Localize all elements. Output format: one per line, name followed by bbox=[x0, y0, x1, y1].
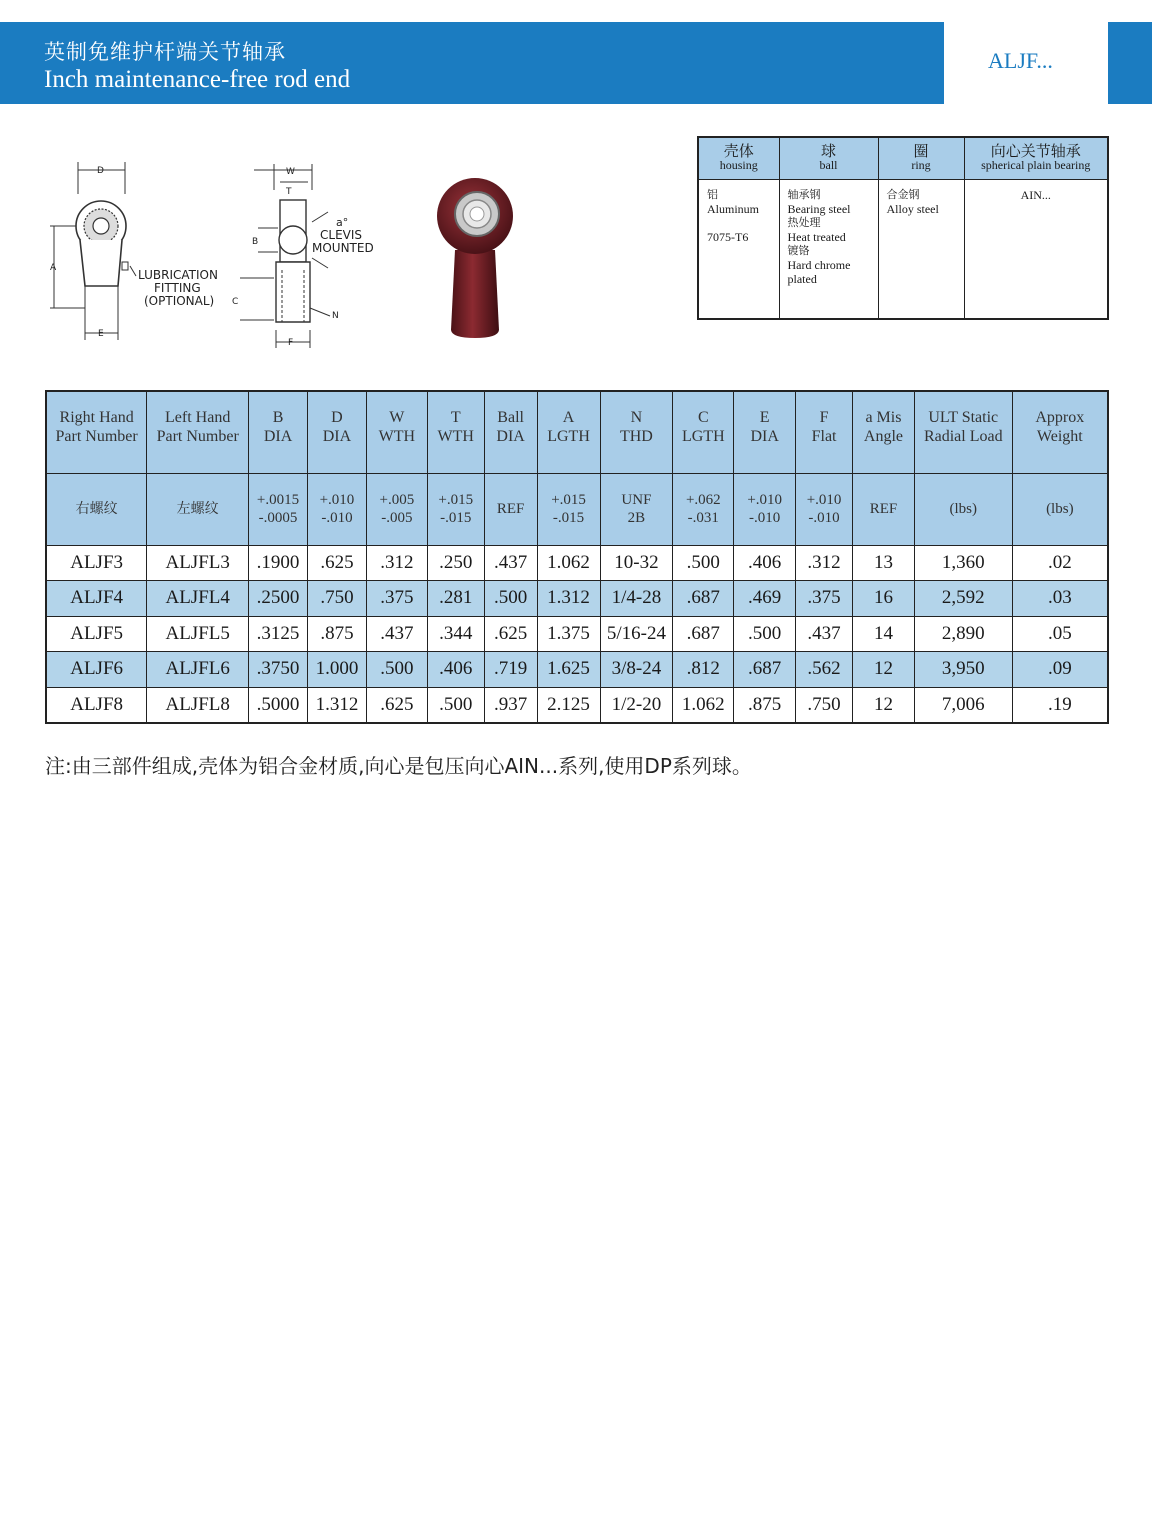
lubrication-label-1: LUBRICATION bbox=[138, 268, 218, 282]
page-title-en: Inch maintenance-free rod end bbox=[44, 66, 351, 93]
table-cell: .687 bbox=[673, 581, 734, 617]
spec-header-cell: Approx Weight bbox=[1012, 391, 1108, 473]
spec-header-cell: N THD bbox=[600, 391, 673, 473]
table-cell: .500 bbox=[673, 545, 734, 581]
table-row bbox=[46, 687, 1108, 723]
table-cell: 12 bbox=[853, 687, 915, 723]
table-cell: .3750 bbox=[249, 652, 308, 688]
mat-ball-cell: 轴承钢 Bearing steel 热处理 Heat treated 镀铬 Hard chrome plated bbox=[779, 179, 878, 319]
table-cell: .562 bbox=[796, 652, 853, 688]
table-cell: ALJFL5 bbox=[147, 616, 249, 652]
dim-c-label: C bbox=[232, 297, 239, 307]
spec-header-cell: F Flat bbox=[796, 391, 853, 473]
table-cell: ALJF6 bbox=[46, 652, 147, 688]
spec-tolerance-cell: +.0015 -.0005 bbox=[249, 473, 308, 545]
spec-header-cell: D DIA bbox=[308, 391, 367, 473]
table-row bbox=[46, 616, 1108, 652]
table-cell: 3,950 bbox=[914, 652, 1012, 688]
table-cell: .406 bbox=[734, 545, 796, 581]
series-code: ALJF... bbox=[988, 48, 1053, 73]
table-row bbox=[46, 545, 1108, 581]
dim-a-label: A bbox=[50, 263, 57, 273]
clevis-label-1: CLEVIS bbox=[320, 228, 363, 242]
mat-header-housing: 壳体 housing bbox=[698, 137, 779, 179]
spec-header-row bbox=[46, 391, 1108, 473]
spec-header-cell: A LGTH bbox=[537, 391, 600, 473]
table-cell: 3/8-24 bbox=[600, 652, 673, 688]
table-cell: 1.312 bbox=[308, 687, 367, 723]
table-cell: 1.062 bbox=[673, 687, 734, 723]
table-cell: ALJF8 bbox=[46, 687, 147, 723]
spec-header-cell: Right Hand Part Number bbox=[46, 391, 147, 473]
table-cell: .625 bbox=[308, 545, 367, 581]
spec-tolerance-cell: +.015 -.015 bbox=[427, 473, 484, 545]
footnote: 注:由三部件组成,壳体为铝合金材质,向心是包压向心AIN...系列,使用DP系列球。 bbox=[45, 754, 752, 778]
header-tab bbox=[1108, 22, 1152, 104]
table-cell: .19 bbox=[1012, 687, 1108, 723]
table-cell: .406 bbox=[427, 652, 484, 688]
table-cell: .500 bbox=[366, 652, 427, 688]
table-cell: 10-32 bbox=[600, 545, 673, 581]
table-cell: 1.375 bbox=[537, 616, 600, 652]
table-cell: 2,890 bbox=[914, 616, 1012, 652]
spec-tolerance-cell: +.010 -.010 bbox=[734, 473, 796, 545]
table-cell: 2,592 bbox=[914, 581, 1012, 617]
product-image bbox=[425, 170, 525, 345]
table-cell: .437 bbox=[366, 616, 427, 652]
table-cell: .05 bbox=[1012, 616, 1108, 652]
table-cell: .625 bbox=[484, 616, 537, 652]
table-cell: .687 bbox=[734, 652, 796, 688]
dim-n-label: N bbox=[332, 311, 339, 321]
table-cell: 1.625 bbox=[537, 652, 600, 688]
mat-header-ring: 圈 ring bbox=[878, 137, 964, 179]
table-cell: 1/2-20 bbox=[600, 687, 673, 723]
spec-tolerance-row bbox=[46, 473, 1108, 545]
table-cell: .02 bbox=[1012, 545, 1108, 581]
table-cell: .437 bbox=[484, 545, 537, 581]
spec-tolerance-cell: (lbs) bbox=[1012, 473, 1108, 545]
spec-header-cell: T WTH bbox=[427, 391, 484, 473]
table-cell: .09 bbox=[1012, 652, 1108, 688]
spec-header-cell: C LGTH bbox=[673, 391, 734, 473]
table-cell: .5000 bbox=[249, 687, 308, 723]
table-cell: .500 bbox=[734, 616, 796, 652]
spec-table bbox=[45, 390, 1109, 724]
spec-header-cell: W WTH bbox=[366, 391, 427, 473]
spec-tolerance-cell: REF bbox=[484, 473, 537, 545]
spec-tolerance-cell: REF bbox=[853, 473, 915, 545]
table-cell: .1900 bbox=[249, 545, 308, 581]
side-view-drawing bbox=[230, 160, 390, 350]
page-title-cn: 英制免维护杆端关节轴承 bbox=[44, 40, 286, 64]
table-cell: .812 bbox=[673, 652, 734, 688]
dim-w-label: W bbox=[286, 167, 295, 177]
table-cell: 14 bbox=[853, 616, 915, 652]
table-cell: .2500 bbox=[249, 581, 308, 617]
table-cell: 1.000 bbox=[308, 652, 367, 688]
table-cell: .03 bbox=[1012, 581, 1108, 617]
spec-tolerance-cell: +.010 -.010 bbox=[308, 473, 367, 545]
table-cell: ALJFL6 bbox=[147, 652, 249, 688]
table-cell: .437 bbox=[796, 616, 853, 652]
spec-header-cell: B DIA bbox=[249, 391, 308, 473]
lubrication-label-2: FITTING bbox=[154, 281, 201, 295]
dim-d-label: D bbox=[97, 166, 104, 176]
table-cell: ALJF3 bbox=[46, 545, 147, 581]
spec-header-cell: a Mis Angle bbox=[853, 391, 915, 473]
spec-header-cell: Ball DIA bbox=[484, 391, 537, 473]
table-cell: .875 bbox=[734, 687, 796, 723]
table-cell: .469 bbox=[734, 581, 796, 617]
table-cell: .687 bbox=[673, 616, 734, 652]
dim-t-label: T bbox=[286, 187, 292, 197]
table-cell: .500 bbox=[427, 687, 484, 723]
spec-tolerance-cell: +.062 -.031 bbox=[673, 473, 734, 545]
table-cell: 1.312 bbox=[537, 581, 600, 617]
table-cell: 12 bbox=[853, 652, 915, 688]
spec-tolerance-cell: +.015 -.015 bbox=[537, 473, 600, 545]
spec-table-body bbox=[46, 545, 1108, 723]
spec-tolerance-cell: +.005 -.005 bbox=[366, 473, 427, 545]
spec-tolerance-cell: (lbs) bbox=[914, 473, 1012, 545]
table-cell: .719 bbox=[484, 652, 537, 688]
table-cell: .500 bbox=[484, 581, 537, 617]
dim-f-label: F bbox=[288, 338, 294, 348]
table-cell: ALJF5 bbox=[46, 616, 147, 652]
table-cell: 13 bbox=[853, 545, 915, 581]
spec-header-cell: Left Hand Part Number bbox=[147, 391, 249, 473]
table-cell: ALJFL8 bbox=[147, 687, 249, 723]
mat-housing-cell: 铝 Aluminum 7075-T6 bbox=[698, 179, 779, 319]
table-cell: .312 bbox=[796, 545, 853, 581]
table-cell: 5/16-24 bbox=[600, 616, 673, 652]
dim-angle-label: a° bbox=[336, 216, 349, 229]
spec-header-cell: ULT Static Radial Load bbox=[914, 391, 1012, 473]
table-cell: .3125 bbox=[249, 616, 308, 652]
table-cell: ALJF4 bbox=[46, 581, 147, 617]
spec-header-cell: E DIA bbox=[734, 391, 796, 473]
materials-table bbox=[697, 136, 1109, 320]
dim-e-label: E bbox=[98, 329, 104, 339]
table-cell: .937 bbox=[484, 687, 537, 723]
spec-tolerance-cell: 右螺纹 bbox=[46, 473, 147, 545]
table-cell: 2.125 bbox=[537, 687, 600, 723]
spec-tolerance-cell: 左螺纹 bbox=[147, 473, 249, 545]
table-cell: 16 bbox=[853, 581, 915, 617]
table-cell: .875 bbox=[308, 616, 367, 652]
table-cell: .344 bbox=[427, 616, 484, 652]
table-cell: 1.062 bbox=[537, 545, 600, 581]
spec-tolerance-cell: UNF 2B bbox=[600, 473, 673, 545]
mat-bearing-cell: AIN... bbox=[964, 179, 1108, 319]
table-cell: .375 bbox=[796, 581, 853, 617]
table-cell: 1/4-28 bbox=[600, 581, 673, 617]
lubrication-label-3: (OPTIONAL) bbox=[144, 294, 215, 308]
mat-header-ball: 球 ball bbox=[779, 137, 878, 179]
spec-tolerance-cell: +.010 -.010 bbox=[796, 473, 853, 545]
table-cell: .375 bbox=[366, 581, 427, 617]
table-cell: .625 bbox=[366, 687, 427, 723]
table-cell: .281 bbox=[427, 581, 484, 617]
table-cell: .750 bbox=[308, 581, 367, 617]
table-cell: ALJFL4 bbox=[147, 581, 249, 617]
clevis-label-2: MOUNTED bbox=[312, 241, 374, 255]
table-cell: .312 bbox=[366, 545, 427, 581]
front-view-drawing bbox=[40, 158, 240, 348]
table-cell: .750 bbox=[796, 687, 853, 723]
table-row bbox=[46, 652, 1108, 688]
table-cell: .250 bbox=[427, 545, 484, 581]
table-cell: ALJFL3 bbox=[147, 545, 249, 581]
mat-header-bearing: 向心关节轴承 spherical plain bearing bbox=[964, 137, 1108, 179]
dim-b-label: B bbox=[252, 237, 259, 247]
mat-ring-cell: 合金钢 Alloy steel bbox=[878, 179, 964, 319]
table-cell: 1,360 bbox=[914, 545, 1012, 581]
table-cell: 7,006 bbox=[914, 687, 1012, 723]
table-row bbox=[46, 581, 1108, 617]
